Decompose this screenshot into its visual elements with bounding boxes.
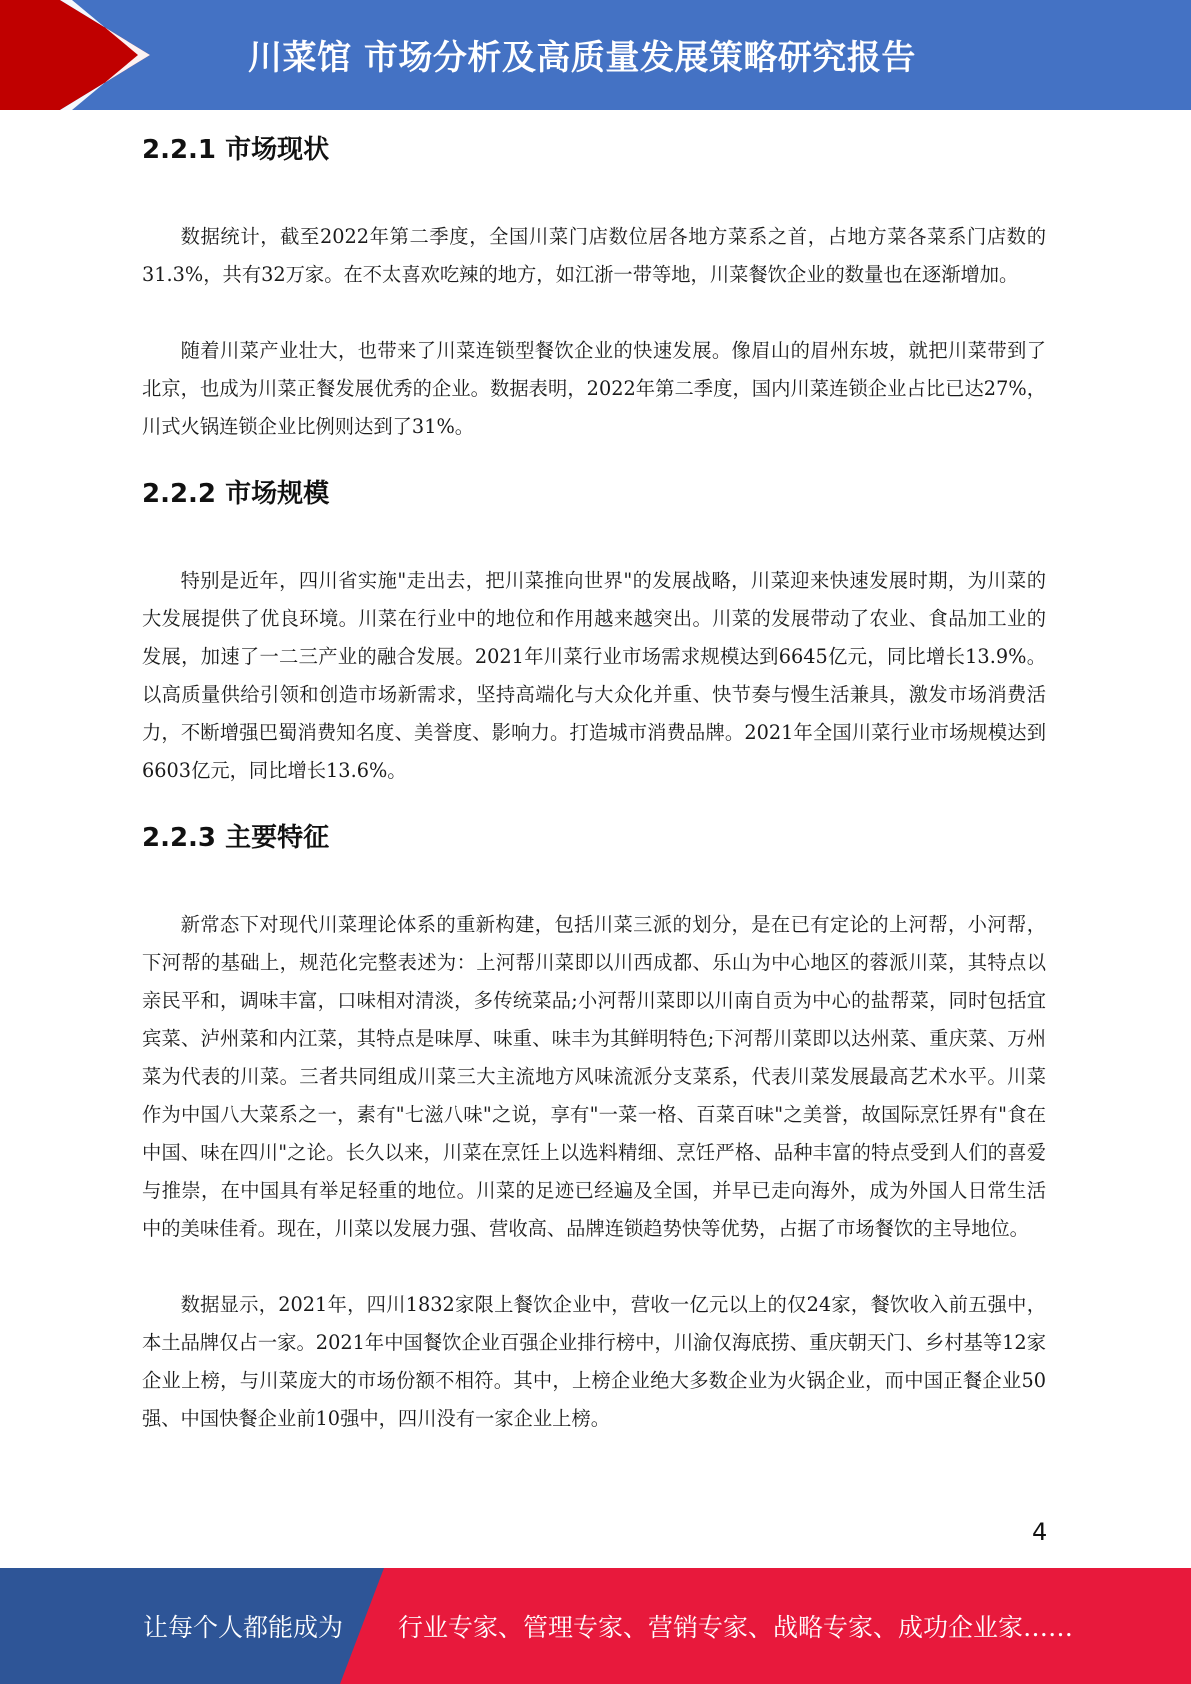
header-title: 川菜馆 市场分析及高质量发展策略研究报告 [248, 38, 916, 78]
footer-slogan-left: 让每个人都能成为 [143, 1613, 344, 1642]
section-heading-2-2-2: 2.2.2 市场规模 [142, 479, 330, 509]
paragraph: 新常态下对现代川菜理论体系的重新构建，包括川菜三派的划分，是在已有定论的上河帮，小河帮，下河帮的基础上，规范化完整表述为：上河帮川菜即以川西成都、乐山为中心地区的蓉派川菜，其特点以亲民平和，调味丰富，口味相对清淡，多传统菜品;小河帮川菜即以川南自贡为中心的盐帮菜，同时包括宜宾菜、泸州菜和内江菜，其特点是味厚、味重、味丰为其鲜明特色;下河帮川菜即以达州菜、重庆菜、万州菜为代表的川菜。三者共同组成川菜三大主流地方风味流派分支菜系，代表川菜发展最高艺术水平。川菜作为中国八大菜系之一，素有"七滋八味"之说，享有"一菜一格、百菜百味"之美誉，故国际烹饪界有"食在中国、味在四川"之论。长久以来，川菜在烹饪上以选料精细、烹饪严格、品种丰富的特点受到人们的喜爱与推崇，在中国具有举足轻重的地位。川菜的足迹已经遍及全国，并早已走向海外，成为外国人日常生活中的美味佳肴。现在，川菜以发展力强、营收高、品牌连锁趋势快等优势，占据了市场餐饮的主导地位。 [142, 913, 1046, 1240]
footer-slogan-right: 行业专家、管理专家、营销专家、战略专家、成功企业家…… [398, 1613, 1074, 1642]
paragraph: 随着川菜产业壮大，也带来了川菜连锁型餐饮企业的快速发展。像眉山的眉州东坡，就把川菜带到了北京，也成为川菜正餐发展优秀的企业。数据表明，2022年第二季度，国内川菜连锁企业占比已达27%，川式火锅连锁企业比例则达到了31%。 [142, 339, 1046, 438]
page-number: 4 [1032, 1518, 1048, 1546]
paragraph: 特别是近年，四川省实施"走出去，把川菜推向世界"的发展战略，川菜迎来快速发展时期，为川菜的大发展提供了优良环境。川菜在行业中的地位和作用越来越突出。川菜的发展带动了农业、食品加工业的发展，加速了一二三产业的融合发展。2021年川菜行业市场需求规模达到6645亿元，同比增长13.9%。以高质量供给引领和创造市场新需求，坚持高端化与大众化并重、快节奏与慢生活兼具，激发市场消费活力，不断增强巴蜀消费知名度、美誉度、影响力。打造城市消费品牌。2021年全国川菜行业市场规模达到6603亿元，同比增长13.6%。 [142, 569, 1046, 782]
main-content [142, 130, 1046, 1438]
section-heading-2-2-3: 2.2.3 主要特征 [142, 823, 330, 853]
section-heading-2-2-1: 2.2.1 市场现状 [142, 135, 330, 165]
paragraph: 数据显示，2021年，四川1832家限上餐饮企业中，营收一亿元以上的仅24家，餐饮收入前五强中，本土品牌仅占一家。2021年中国餐饮企业百强企业排行榜中，川渝仅海底捞、重庆朝天门、乡村基等12家企业上榜，与川菜庞大的市场份额不相符。其中，上榜企业绝大多数企业为火锅企业，而中国正餐企业50强、中国快餐企业前10强中，四川没有一家企业上榜。 [142, 1293, 1046, 1430]
paragraph: 数据统计，截至2022年第二季度，全国川菜门店数位居各地方菜系之首，占地方菜各菜系门店数的31.3%，共有32万家。在不太喜欢吃辣的地方，如江浙一带等地，川菜餐饮企业的数量也在逐渐增加。 [142, 225, 1046, 286]
page-header [0, 0, 1191, 110]
header-arrow-decoration [0, 0, 150, 110]
page-footer [0, 1568, 1191, 1684]
